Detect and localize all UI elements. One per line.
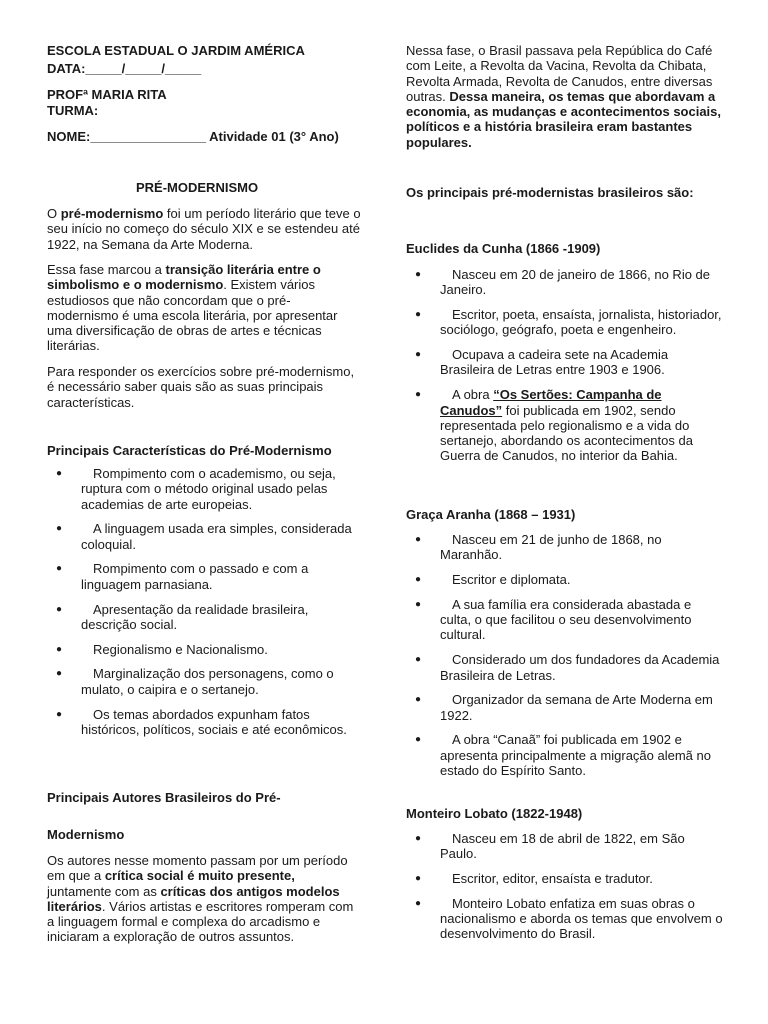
euclides-list — [406, 267, 724, 473]
bullet-icon: ● — [415, 873, 422, 885]
list-item: ● Rompimento com o academismo, ou seja, ruptura com o método original usado pelas academias de arte europeias. — [56, 466, 336, 512]
authors-paragraph: Os autores nesse momento passam por um período em que a crítica social é muito presente, juntamente com as críticas dos antigos modelos literários. Vários artistas e escritores romperam com a linguagem formal e complexa do arcadismo e iniciaram a exploração de outros assuntos. — [47, 853, 354, 945]
intro-paragraph-3: Para responder os exercícios sobre pré-modernismo, é necessário saber quais são as suas principais características. — [47, 364, 355, 410]
bullet-icon: ● — [415, 574, 422, 586]
bullet-icon: ● — [415, 309, 422, 321]
class-field: TURMA: — [47, 103, 99, 118]
bullet-icon: ● — [56, 563, 63, 575]
list-item: ● Monteiro Lobato enfatiza em suas obras o nacionalismo e aborda os temas que envolvem o desenvolvimento do Brasil. — [415, 895, 723, 942]
intro-paragraph-1: O pré-modernismo foi um período literário que teve o seu início no começo do século XIX e se estendeu até 1922, na Semana da Arte Moderna. — [47, 206, 361, 252]
list-item: ● A obra “Os Sertões: Campanha de Canudos” foi publicada em 1902, sendo representada pelo regionalismo e a vida do sertanejo, abordando os acontecimentos da Guerra de Canudos, no interior da Bahia. — [415, 387, 693, 464]
monteiro-list — [406, 831, 724, 951]
list-item: ● Marginalização dos personagens, como o mulato, o caipira e o sertanejo. — [56, 666, 334, 697]
bullet-icon: ● — [415, 534, 422, 545]
bullet-icon: ● — [56, 708, 63, 720]
bullet-icon: ● — [56, 523, 63, 535]
list-item: ● Considerado um dos fundadores da Academia Brasileira de Letras. — [415, 652, 720, 683]
authors-heading-line-1: Principais Autores Brasileiros do Pré- — [47, 790, 281, 805]
bullet-icon: ● — [415, 389, 422, 401]
context-paragraph: Nessa fase, o Brasil passava pela República do Café com Leite, a Revolta da Vacina, Revolta da Chibata, Revolta Armada, Revolta de Canudos, entre diversas outras. Dessa maneira, os temas que abordavam a economia, as mudanças e acontecimentos sociais, políticos e a história brasileira eram bastantes populares. — [406, 43, 722, 150]
bullet-icon: ● — [56, 468, 63, 479]
list-item: ● Nasceu em 20 de janeiro de 1866, no Rio de Janeiro. — [415, 267, 711, 298]
bullet-icon: ● — [56, 643, 63, 655]
list-item: ● Regionalismo e Nacionalismo. — [56, 641, 268, 657]
page-title: PRÉ-MODERNISMO — [136, 180, 259, 195]
bullet-icon: ● — [56, 603, 63, 615]
bullet-icon: ● — [415, 598, 422, 610]
list-item: ● Os temas abordados expunham fatos históricos, políticos, sociais e até econômicos. — [56, 706, 347, 737]
bullet-icon: ● — [415, 349, 422, 361]
list-item: ● Escritor, poeta, ensaísta, jornalista, historiador, sociólogo, geógrafo, poeta e engenheiro. — [415, 307, 722, 338]
list-item: ● Escritor, editor, ensaísta e tradutor. — [415, 871, 653, 887]
intro-paragraph-2: Essa fase marcou a transição literária entre o simbolismo e o modernismo. Existem vários estudiosos que não concordam que o pré-modernismo é uma escola literária, por apresentar uma diversificação de obras de artes e técnicas literárias. — [47, 262, 338, 354]
list-item: ● Escritor e diplomata. — [415, 572, 571, 588]
monteiro-heading: Monteiro Lobato (1822-1948) — [406, 806, 583, 821]
list-item: ● Apresentação da realidade brasileira, descrição social. — [56, 601, 309, 632]
list-item: ● Rompimento com o passado e com a linguagem parnasiana. — [56, 561, 309, 592]
bullet-icon: ● — [415, 897, 422, 909]
bullet-icon: ● — [415, 269, 422, 280]
date-field: DATA:_____/_____/_____ — [47, 61, 202, 76]
list-item: ● Ocupava a cadeira sete na Academia Brasileira de Letras entre 1903 e 1906. — [415, 347, 669, 378]
bullet-icon: ● — [415, 833, 422, 844]
list-item: ● Nasceu em 21 de junho de 1868, no Maranhão. — [415, 532, 662, 563]
list-item: ● Organizador da semana de Arte Moderna em 1922. — [415, 692, 713, 723]
bullet-icon: ● — [415, 654, 422, 666]
authors-heading-line-2: Modernismo — [47, 827, 125, 842]
bullet-icon: ● — [415, 694, 422, 706]
list-item: ● A obra “Canaã” foi publicada em 1902 e apresenta principalmente a migração alemã no estado do Espírito Santo. — [415, 732, 711, 779]
teacher-name: PROFª MARIA RITA — [47, 87, 167, 102]
list-item: ● A linguagem usada era simples, considerada coloquial. — [56, 521, 352, 552]
bullet-icon: ● — [56, 668, 63, 680]
characteristics-list — [47, 466, 362, 747]
bullet-icon: ● — [415, 734, 422, 746]
characteristics-heading: Principais Características do Pré-Modernismo — [47, 443, 332, 458]
euclides-heading: Euclides da Cunha (1866 -1909) — [406, 241, 601, 256]
graca-list — [406, 532, 724, 788]
school-name: ESCOLA ESTADUAL O JARDIM AMÉRICA — [47, 43, 305, 58]
graca-heading: Graça Aranha (1868 – 1931) — [406, 507, 576, 522]
list-item: ● Nasceu em 18 de abril de 1822, em São Paulo. — [415, 831, 685, 862]
list-item: ● A sua família era considerada abastada e culta, o que facilitou o seu desenvolvimento cultural. — [415, 596, 692, 643]
main-authors-heading: Os principais pré-modernistas brasileiros são: — [406, 185, 694, 200]
student-name-field: NOME:________________ Atividade 01 (3° Ano) — [47, 129, 339, 144]
